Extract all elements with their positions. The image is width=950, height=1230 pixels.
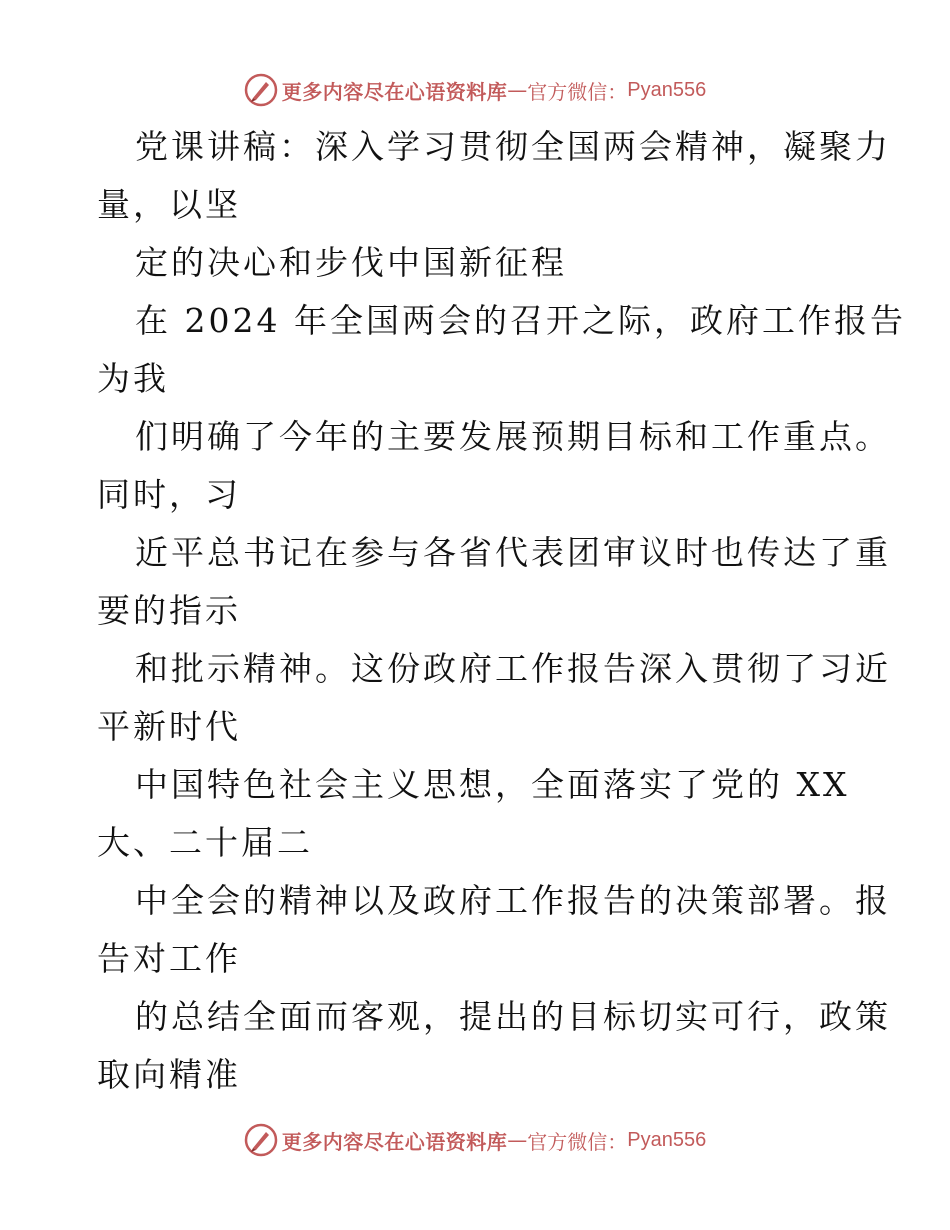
text-line: 们明确了今年的主要发展预期目标和工作重点。 <box>135 417 891 456</box>
text-line: 量，以坚 <box>97 185 241 224</box>
footer-watermark <box>0 1120 950 1160</box>
watermark-brand: 更多内容尽在心语资料库 <box>281 79 508 104</box>
text-line: 告对工作 <box>97 939 241 978</box>
header-watermark <box>0 70 950 110</box>
text-line: 党课讲稿：深入学习贯彻全国两会精神，凝聚力 <box>135 127 891 166</box>
watermark-brand: 更多内容尽在心语资料库 <box>281 1129 508 1154</box>
text-line: 为我 <box>97 359 169 398</box>
text-line: 要的指示 <box>97 591 241 630</box>
text-line: 近平总书记在参与各省代表团审议时也传达了重 <box>135 533 891 572</box>
watermark-wechat-label: 官方微信： <box>527 1129 628 1154</box>
quill-pen-icon <box>244 73 278 107</box>
text-line: 和批示精神。这份政府工作报告深入贯彻了习近 <box>135 649 891 688</box>
watermark-separator: — <box>507 1128 528 1152</box>
watermark-wechat-label: 官方微信： <box>527 79 628 104</box>
text-line: 大、二十届二 <box>97 823 313 862</box>
text-line: 的总结全面而客观，提出的目标切实可行，政策 <box>135 997 891 1036</box>
text-line: 同时，习 <box>97 475 241 514</box>
text-line: 中全会的精神以及政府工作报告的决策部署。报 <box>135 881 891 920</box>
quill-pen-icon <box>244 1123 278 1157</box>
text-line: 定的决心和步伐中国新征程 <box>135 243 567 282</box>
document-body <box>97 118 906 1104</box>
text-line: 取向精准 <box>97 1055 241 1094</box>
text-line: 中国特色社会主义思想，全面落实了党的 XX <box>135 765 850 804</box>
watermark-handle: Pyan556 <box>627 1128 707 1151</box>
watermark-handle: Pyan556 <box>627 78 707 101</box>
text-line: 在 2024 年全国两会的召开之际，政府工作报告 <box>135 301 906 340</box>
text-line: 平新时代 <box>97 707 241 746</box>
watermark-separator: — <box>507 78 528 102</box>
